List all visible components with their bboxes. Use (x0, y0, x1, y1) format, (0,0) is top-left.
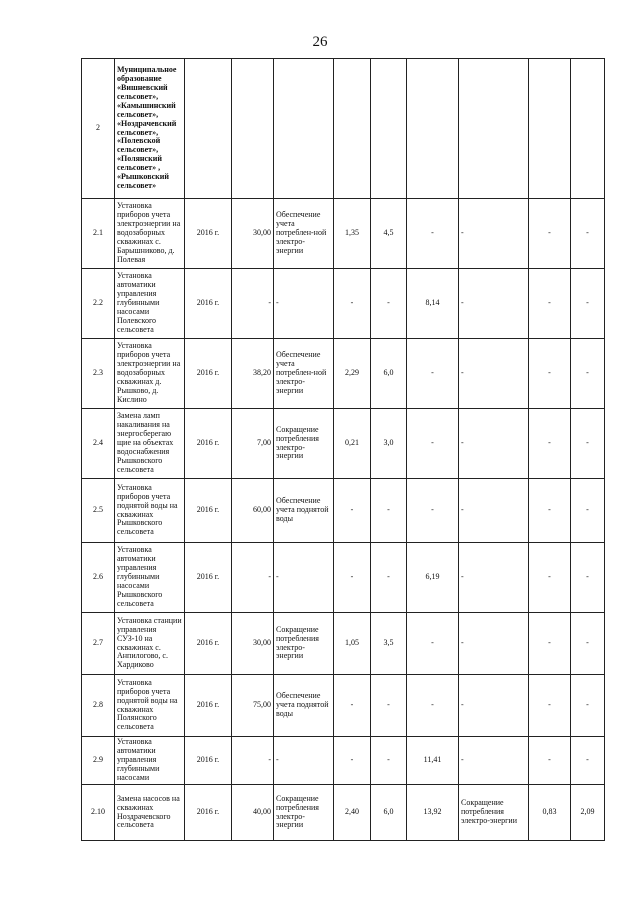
value-cell: - (529, 199, 571, 269)
measure-name: Замена ламп накаливания на энергосберегаю щие на объектах водоснабжения Рышковского сельсовета (115, 409, 185, 479)
cost-cell: 30,00 (232, 613, 274, 675)
value-cell: 11,41 (407, 737, 459, 785)
value-cell: 3,0 (371, 409, 407, 479)
value-cell: 1,05 (334, 613, 371, 675)
value-cell: - (334, 479, 371, 543)
effect-cell: Обеспечение учета поднятой воды (274, 675, 334, 737)
value-cell: 2,29 (334, 339, 371, 409)
year-cell: 2016 г. (185, 543, 232, 613)
table-row (82, 339, 605, 409)
measure-name: Установка станции управления СУЗ-10 на скважинах с. Анпилогово, с. Хардиково (115, 613, 185, 675)
row-number: 2 (82, 59, 115, 199)
value-cell: 8,14 (407, 269, 459, 339)
value-cell: - (371, 737, 407, 785)
year-cell: 2016 г. (185, 269, 232, 339)
measure-name: Установка автоматики управления глубинными насосами Рышковского сельсовета (115, 543, 185, 613)
effect-cell: Обеспечение учета потреблен-ной электро-энергии (274, 339, 334, 409)
table-row (82, 269, 605, 339)
value-cell: - (371, 543, 407, 613)
effect-cell: Сокращение потребления электро-энергии (274, 785, 334, 841)
row-number: 2.8 (82, 675, 115, 737)
effect-cell: - (274, 543, 334, 613)
year-cell: 2016 г. (185, 785, 232, 841)
value-cell: - (571, 199, 605, 269)
table-row (82, 737, 605, 785)
value-cell: - (371, 479, 407, 543)
value-cell: - (571, 409, 605, 479)
value-cell (407, 59, 459, 199)
table-row (82, 199, 605, 269)
value-cell: 6,19 (407, 543, 459, 613)
cost-cell: - (232, 737, 274, 785)
value-cell: - (334, 675, 371, 737)
measure-name: Установка приборов учета поднятой воды на скважинах Полянского сельсовета (115, 675, 185, 737)
table-row (82, 409, 605, 479)
measure-name: Установка автоматики управления глубинными насосами Полевского сельсовета (115, 269, 185, 339)
value-cell: - (571, 479, 605, 543)
effect-cell: Сокращение потребления электро-энергии (274, 613, 334, 675)
value-cell: - (571, 269, 605, 339)
effect-cell: - (459, 737, 529, 785)
value-cell (334, 59, 371, 199)
value-cell: - (407, 409, 459, 479)
cost-cell: - (232, 543, 274, 613)
row-number: 2.6 (82, 543, 115, 613)
cost-cell: 75,00 (232, 675, 274, 737)
value-cell: 6,0 (371, 785, 407, 841)
row-number: 2.7 (82, 613, 115, 675)
table-row (82, 59, 605, 199)
value-cell: 6,0 (371, 339, 407, 409)
year-cell: 2016 г. (185, 675, 232, 737)
measure-name: Муниципальное образование «Вишневский сельсовет», «Камышинский сельсовет», «Ноздрачевский сельсовет», «Полевской сельсовет», «Полянский сельсовет» , «Рышковский сельсовет» (115, 59, 185, 199)
effect-cell (274, 59, 334, 199)
value-cell (371, 59, 407, 199)
value-cell: 0,83 (529, 785, 571, 841)
value-cell: - (571, 737, 605, 785)
value-cell (529, 59, 571, 199)
value-cell: 2,09 (571, 785, 605, 841)
table-body (82, 59, 605, 841)
value-cell: - (407, 339, 459, 409)
value-cell: - (529, 409, 571, 479)
value-cell: - (334, 543, 371, 613)
value-cell: - (334, 269, 371, 339)
year-cell: 2016 г. (185, 479, 232, 543)
table-row (82, 785, 605, 841)
table-row (82, 479, 605, 543)
effect-cell (459, 59, 529, 199)
row-number: 2.9 (82, 737, 115, 785)
year-cell: 2016 г. (185, 737, 232, 785)
row-number: 2.1 (82, 199, 115, 269)
effect-cell: - (459, 409, 529, 479)
value-cell (571, 59, 605, 199)
value-cell: - (407, 613, 459, 675)
value-cell: - (529, 613, 571, 675)
value-cell: - (571, 339, 605, 409)
value-cell: - (407, 675, 459, 737)
value-cell: - (529, 737, 571, 785)
effect-cell: - (459, 675, 529, 737)
value-cell: - (529, 543, 571, 613)
value-cell: - (571, 543, 605, 613)
year-cell: 2016 г. (185, 409, 232, 479)
effect-cell: - (459, 479, 529, 543)
value-cell: - (571, 675, 605, 737)
cost-cell: 7,00 (232, 409, 274, 479)
value-cell: 13,92 (407, 785, 459, 841)
value-cell: 1,35 (334, 199, 371, 269)
measure-name: Установка автоматики управления глубинными насосами (115, 737, 185, 785)
cost-cell: 30,00 (232, 199, 274, 269)
table-row (82, 543, 605, 613)
value-cell: - (371, 675, 407, 737)
year-cell: 2016 г. (185, 339, 232, 409)
effect-cell: Обеспечение учета потреблен-ной электро-энергии (274, 199, 334, 269)
effect-cell: - (459, 199, 529, 269)
value-cell: - (529, 339, 571, 409)
value-cell: - (371, 269, 407, 339)
effect-cell: - (274, 737, 334, 785)
effect-cell: - (274, 269, 334, 339)
value-cell: - (407, 199, 459, 269)
effect-cell: Обеспечение учета поднятой воды (274, 479, 334, 543)
value-cell: - (529, 269, 571, 339)
table-row (82, 613, 605, 675)
measure-name: Установка приборов учета поднятой воды на скважинах Рышковского сельсовета (115, 479, 185, 543)
value-cell: 0,21 (334, 409, 371, 479)
effect-cell: - (459, 339, 529, 409)
measure-name: Установка приборов учета электроэнергии на водозаборных скважинах д. Рышково, д. Кислино (115, 339, 185, 409)
value-cell: - (529, 479, 571, 543)
page-number: 26 (312, 34, 328, 50)
value-cell: 3,5 (371, 613, 407, 675)
row-number: 2.5 (82, 479, 115, 543)
value-cell: 4,5 (371, 199, 407, 269)
value-cell: 2,40 (334, 785, 371, 841)
row-number: 2.3 (82, 339, 115, 409)
effect-cell: Сокращение потребления электро-энергии (459, 785, 529, 841)
cost-cell: 40,00 (232, 785, 274, 841)
table-row (82, 675, 605, 737)
year-cell (185, 59, 232, 199)
year-cell: 2016 г. (185, 613, 232, 675)
measure-name: Замена насосов на скважинах Ноздрачевского сельсовета (115, 785, 185, 841)
cost-cell: 38,20 (232, 339, 274, 409)
effect-cell: Сокращение потребления электро-энергии (274, 409, 334, 479)
measure-name: Установка приборов учета электроэнергии на водозаборных скважинах с. Барышниково, д. Полевая (115, 199, 185, 269)
row-number: 2.10 (82, 785, 115, 841)
value-cell: - (571, 613, 605, 675)
effect-cell: - (459, 543, 529, 613)
row-number: 2.4 (82, 409, 115, 479)
measures-table (81, 58, 605, 841)
effect-cell: - (459, 269, 529, 339)
value-cell: - (529, 675, 571, 737)
value-cell: - (407, 479, 459, 543)
cost-cell: - (232, 269, 274, 339)
value-cell: - (334, 737, 371, 785)
cost-cell (232, 59, 274, 199)
row-number: 2.2 (82, 269, 115, 339)
effect-cell: - (459, 613, 529, 675)
year-cell: 2016 г. (185, 199, 232, 269)
cost-cell: 60,00 (232, 479, 274, 543)
